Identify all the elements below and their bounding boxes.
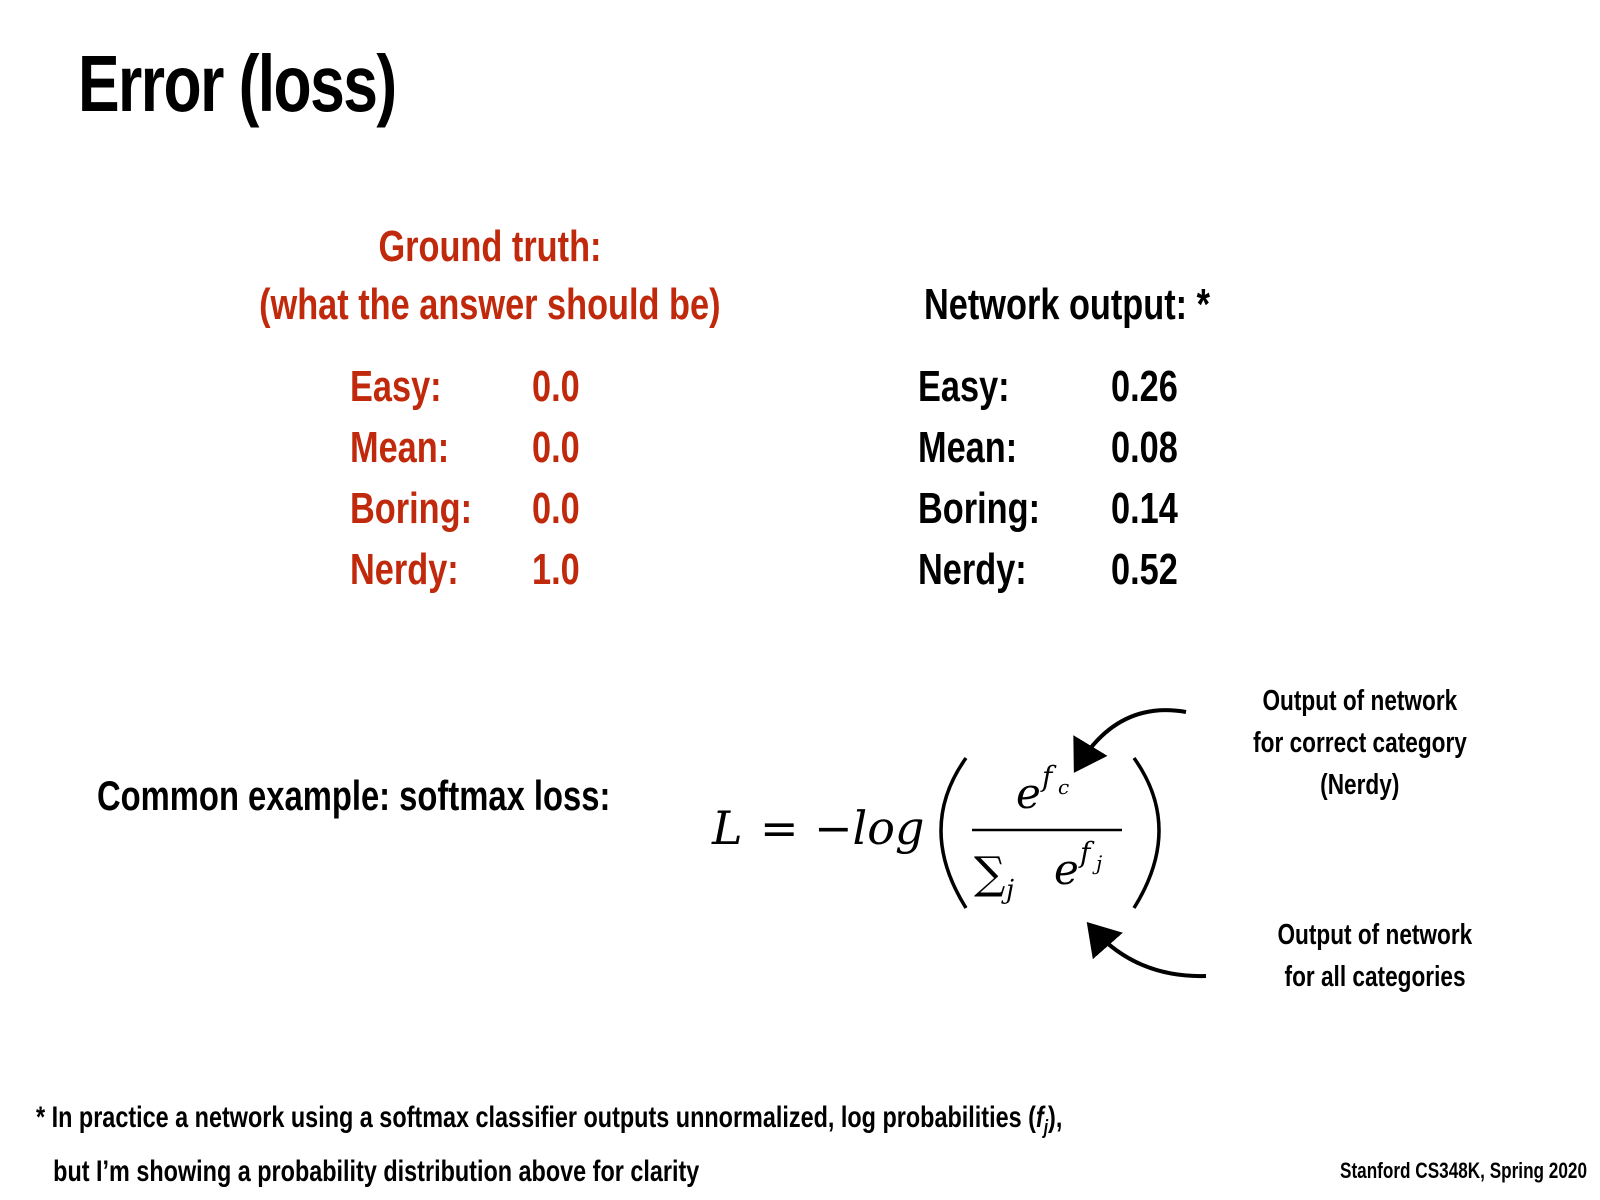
formula-numerator-exp: f [1042, 760, 1053, 793]
gt-value-boring: 0.0 [532, 484, 580, 533]
formula-denominator-exp: f [1080, 836, 1091, 869]
net-label-nerdy: Nerdy: [918, 545, 1027, 594]
formula-denominator-exp-sub: j [1096, 851, 1103, 875]
softmax-loss-label: Common example: softmax loss: [97, 772, 611, 819]
ground-truth-heading-line1: Ground truth: [378, 222, 602, 271]
gt-value-nerdy: 1.0 [532, 545, 580, 594]
formula-numerator-exp-sub: c [1058, 775, 1070, 799]
annotation-correct-line3: (Nerdy) [1320, 769, 1400, 801]
footnote-line1-prefix: * In practice a network using a softmax classifier outputs unnormalized, log probabilities ( [36, 1101, 1036, 1134]
annotation-all-categories [1195, 914, 1555, 998]
formula-equals: = [760, 801, 799, 855]
annotation-correct-line2: for correct category [1253, 727, 1467, 759]
annotation-correct-category [1180, 680, 1540, 806]
gt-label-easy: Easy: [350, 362, 442, 411]
ground-truth-heading [0, 218, 980, 334]
footnote-line2: but I’m showing a probability distribution above for clarity [53, 1155, 700, 1188]
gt-label-boring: Boring: [350, 484, 472, 533]
gt-value-mean: 0.0 [532, 423, 580, 472]
net-value-easy: 0.26 [1111, 362, 1178, 411]
gt-label-nerdy: Nerdy: [350, 545, 459, 594]
footnote [36, 1096, 1062, 1194]
formula-right-paren [1134, 758, 1159, 908]
slide-title: Error (loss) [78, 39, 396, 128]
formula-sum-index: j [1006, 875, 1015, 905]
arrow-correct-category [1078, 710, 1186, 766]
net-label-mean: Mean: [918, 423, 1018, 472]
slide-credit: Stanford CS348K, Spring 2020 [1340, 1158, 1587, 1183]
formula-left-paren [941, 758, 966, 908]
footnote-line1-suffix: ), [1048, 1101, 1063, 1134]
footnote-var: f [1035, 1101, 1044, 1134]
formula-denominator-base: e [1054, 845, 1079, 894]
softmax-formula [712, 760, 1200, 938]
ground-truth-heading-line2: (what the answer should be) [259, 280, 721, 329]
formula-sum-symbol: ∑ [974, 848, 1006, 899]
net-value-boring: 0.14 [1111, 484, 1178, 533]
formula-lhs: L [712, 801, 743, 855]
formula-numerator-base: e [1016, 769, 1041, 818]
net-label-boring: Boring: [918, 484, 1040, 533]
net-value-nerdy: 0.52 [1111, 545, 1178, 594]
annotation-all-line1: Output of network [1277, 919, 1473, 951]
annotation-all-line2: for all categories [1284, 961, 1466, 993]
footnote-line1 [36, 1096, 1062, 1150]
formula-neg-log: −log [814, 801, 925, 855]
gt-value-easy: 0.0 [532, 362, 580, 411]
network-output-heading: Network output: * [924, 280, 1210, 329]
net-label-easy: Easy: [918, 362, 1010, 411]
footnote-var-sub: j [1043, 1117, 1049, 1139]
net-value-mean: 0.08 [1111, 423, 1178, 472]
gt-label-mean: Mean: [350, 423, 450, 472]
annotation-correct-line1: Output of network [1262, 685, 1458, 717]
